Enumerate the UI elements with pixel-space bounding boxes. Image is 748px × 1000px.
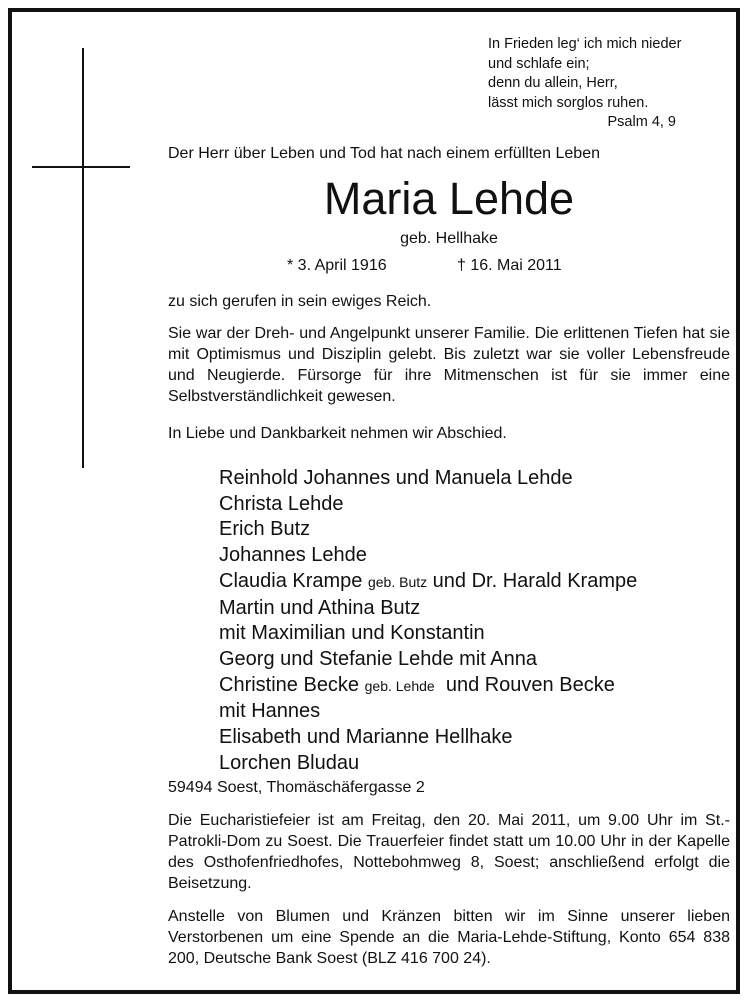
list-item: Erich Butz <box>219 518 311 541</box>
farewell-text: In Liebe und Dankbarkeit nehmen wir Abschied. <box>168 425 507 442</box>
list-item: Johannes Lehde <box>219 544 367 567</box>
list-item: mit Maximilian und Konstantin <box>219 622 485 645</box>
list-item: Martin und Athina Butz <box>219 596 421 619</box>
psalm-line: und schlafe ein; <box>488 55 590 72</box>
list-item: Reinhold Johannes und Manuela Lehde <box>219 467 573 489</box>
cross-icon-horizontal <box>32 166 130 168</box>
deceased-name: Maria Lehde <box>323 173 575 224</box>
list-item: mit Hannes <box>219 700 321 723</box>
tribute-text: Sie war der Dreh- und Angelpunkt unserer Familie. Die erlittenen Tiefen hat sie mit Optimismus und Disziplin gelebt. Bis zuletzt war sie voller Lebensfreude und Neugierde. Fürsorge für ihre Mitmenschen ist für sie immer eine Selbstverständlichkeit gewesen. <box>168 325 730 405</box>
psalm-line: lässt mich sorglos ruhen. <box>488 94 649 111</box>
psalm-quote <box>488 35 688 133</box>
list-item: Christa Lehde <box>219 492 344 515</box>
birth-date: * 3. April 1916 <box>287 257 387 274</box>
survivors-list <box>219 466 637 776</box>
list-item <box>219 569 637 596</box>
service-text: Die Eucharistiefeier ist am Freitag, den 20. Mai 2011, um 9.00 Uhr im St.-Patrokli-Dom zu Soest. Die Trauerfeier findet statt um 10.00 Uhr in der Kapelle des Osthofenfriedhofes, Nottebohmweg 8, Soest; anschließend erfolgt die Beisetzung. <box>168 812 730 892</box>
donation-text: Anstelle von Blumen und Kränzen bitten wir im Sinne unserer lieben Verstorbenen um eine Spende an die Maria-Lehde-Stiftung, Konto 654 838 200, Deutsche Bank Soest (BLZ 416 700 24). <box>168 908 730 967</box>
survivor-name: Claudia Krampe <box>219 569 368 592</box>
survivor-name: Christine Becke <box>219 673 365 696</box>
survivor-partner: und Rouven Becke <box>434 673 615 696</box>
list-item: Lorchen Bludau <box>219 751 360 774</box>
address-text: 59494 Soest, Thomäschäfergasse 2 <box>168 779 425 796</box>
survivor-partner: und Dr. Harald Krampe <box>427 569 638 592</box>
survivor-maiden: geb. Butz <box>367 573 428 590</box>
death-date: † 16. Mai 2011 <box>457 257 562 274</box>
psalm-line: denn du allein, Herr, <box>488 75 618 91</box>
called-home-text: zu sich gerufen in sein ewiges Reich. <box>168 293 432 310</box>
maiden-name: geb. Hellhake <box>400 230 498 247</box>
list-item: Elisabeth und Marianne Hellhake <box>219 726 513 749</box>
cross-icon-vertical <box>82 48 84 468</box>
psalm-line: In Frieden leg‘ ich mich nieder <box>488 36 682 52</box>
intro-text: Der Herr über Leben und Tod hat nach einem erfüllten Leben <box>168 145 600 162</box>
survivor-maiden: geb. Lehde <box>364 677 435 694</box>
list-item: Georg und Stefanie Lehde mit Anna <box>219 647 538 670</box>
psalm-reference: Psalm 4, 9 <box>607 114 676 130</box>
list-item <box>219 673 637 700</box>
